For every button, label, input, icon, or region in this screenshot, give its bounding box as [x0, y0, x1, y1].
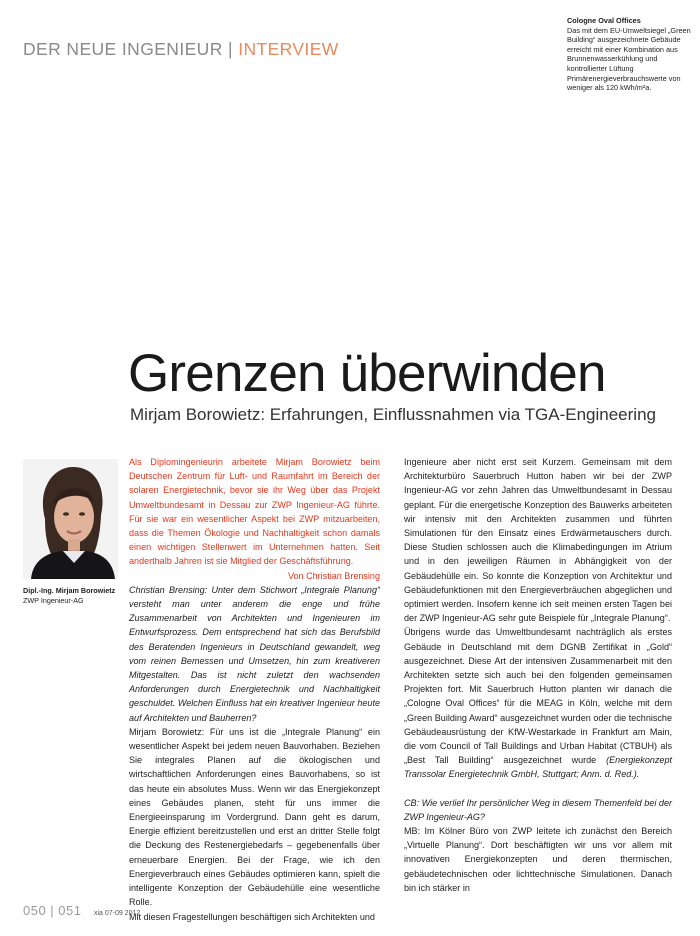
portrait-name: Dipl.-Ing. Mirjam Borowietz — [23, 586, 116, 595]
author-byline: Von Christian Brensing — [287, 570, 380, 581]
issue-info: xia 07-09 2012 — [93, 910, 141, 917]
article-title: Grenzen überwinden — [128, 344, 606, 403]
intro-text: Als Diplomingenieurin arbeitete Mirjam Borowietz beim Deutschen Zentrum für Luft- und Raumfahrt im Bereich der solaren Energietechnik, bevor sie ihr Weg über das Projekt Umweltbundesamt in Dessau zur ZWP Ingenieur-AG führte. Für sie war ein wesentlicher Aspekt bei ZWP mitzuarbeiten, dass die Themen Ökologie und Nachhaltigkeit schon damals einen wichtigen Stellenwert im Unternehmen hatten. Seit anderthalb Jahren ist sie Mitglied der Geschäftsführung. — [129, 457, 380, 567]
caption-text: Das mit dem EU-Umweltsiegel „Green Building“ ausgezeichnete Gebäude erreicht mit einer Kombination aus Brunnenwasserkühlung und kontrollierter Lüftung Primärenergieverbrauchswerte von weniger als 120 kWh/m²a. — [567, 25, 691, 93]
section-header — [23, 39, 339, 60]
image-caption — [567, 16, 693, 93]
interview-answer-2: MB: Im Kölner Büro von ZWP leitete ich zunächst den Bereich „Virtuelle Planung“. Dort beschäftigten wir uns vor allem mit innovativen Energiekonzepten und deren thermischen, gebäudetechnischen oder lichttechnische Simulationen. Danach bin ich stärker in — [404, 826, 672, 893]
text-column-left — [129, 455, 380, 924]
interview-question-2: CB: Wie verlief Ihr persönlicher Weg in diesem Themenfeld bei der ZWP Ingenieur-AG? — [404, 797, 672, 822]
portrait-company: ZWP Ingenieur-AG — [23, 595, 84, 605]
answer-paragraph: Ingenieure aber nicht erst seit Kurzem. Gemeinsam mit dem Architekturbüro Sauerbruch Hutton haben wir bei der ZWP Ingenieur-AG vor zehn Jahren das Umweltbundesamt in Dessau geplant. Für die energetische Konzeption des Bauwerks arbeiteten wir intensiv mit den Architekten zusammen und führten Simulationen für den Einsatz eines Erdwärmetauschers durch. Diese Studien schlossen auch die Klimabedingungen im Atrium und in den jeweiligen Räumen in Abhängigkeit von der Gebäudehülle ein. So konnte die Konzeption von Architektur und Gebäudefunktionen mit den Energieverbräuchen abgeglichen und optimiert werden. Insofern kenne ich seit meinen ersten Tagen bei der ZWP Ingenieur-AG sehr gute Beispiele für „Integrale Planung“. — [404, 457, 672, 624]
page-footer — [23, 902, 140, 920]
interview-answer-continued: Mit diesen Fragestellungen beschäftigen sich Architekten und — [129, 911, 375, 922]
portrait-caption — [23, 586, 133, 605]
paragraph-gap — [404, 782, 672, 796]
intro-paragraph — [129, 455, 380, 583]
article-subtitle: Mirjam Borowietz: Erfahrungen, Einflussnahmen via TGA-Engineering — [130, 405, 656, 424]
awards-text: Übrigens wurde das Umweltbundesamt nachträglich als erstes Gebäude in Deutschland mit dem DGNB Zertifikat in „Gold“ ausgezeichnet. Diese Art der intensiven Zusammenarbeit mit den Architekten setzte sich auch bei den folgenden gemeinsamen Projekten fort. Mit Sauerbruch Hutton planten wir danach die „Cologne Oval Offices“ für die MEAG in Köln, welche mit dem „Green Building Award“ ausgezeichnet wurden oder die technische Gebäudeausrüstung der KfW-Westarkade in Frankfurt am Main, die vom Council of Tall Buildings and Urban Habitat (CTBUH) als „Best Tall Building“ ausgezeichnet wurde — [404, 627, 672, 766]
interview-question: Christian Brensing: Unter dem Stichwort „Integrale Planung“ versteht man unter anderem die enge und frühe Zusammenarbeit von Architekten und Ingenieuren im Entwurfsprozess. Dem entsprechend hat sich das Berufsbild des Beratenden Ingenieurs in Deutschland gewandelt, weg vom reinen Bemessen und Umsetzen, hin zum kreativeren Mitgestalten. Das ist nicht zuletzt den wachsenden Anforderungen durch Energietechnik und Nachhaltigkeit geschuldet. Welchen Einfluss hat ein kreativer Ingenieur heute auf Architekten und Bauherren? — [129, 584, 380, 723]
section-name: DER NEUE INGENIEUR | — [23, 39, 239, 59]
page-numbers: 050 | 051 — [23, 903, 82, 918]
portrait-image — [23, 459, 118, 579]
caption-title: Cologne Oval Offices — [567, 16, 641, 25]
editor-note: (Energiekonzept Transsolar Energietechnik GmbH, Stuttgart; Anm. d. Red.). — [404, 755, 672, 780]
portrait-photo — [23, 459, 118, 579]
text-column-right — [404, 455, 672, 895]
answer-paragraph-awards — [404, 625, 672, 781]
interview-answer: Mirjam Borowietz: Für uns ist die „Integrale Planung“ ein wesentlicher Aspekt bei jedem neuen Bauvorhaben. Beziehen Sie integrales Planen auf die ökologischen und wirtschaftlichen Anforderungen eines Bauvorhabens, so ist das heute ein absolutes Muss. Wenn wir das Energiekonzept eines Gebäudes planen, steht für uns immer die Energieeinsparung im Vordergrund. Dann geht es darum, Energie effizient bereitzustellen und erst an dritter Stelle folgt die Deckung des Restenergiebedarfs – gegebenenfalls über erneuerbare Energien. Bei der Frage, wie ich den Energieverbrauch eines Gebäudes optimieren kann, spielt die intelligente Konzeption der Gebäudehülle eine wesentliche Rolle. — [129, 726, 380, 908]
section-category: INTERVIEW — [238, 39, 339, 59]
